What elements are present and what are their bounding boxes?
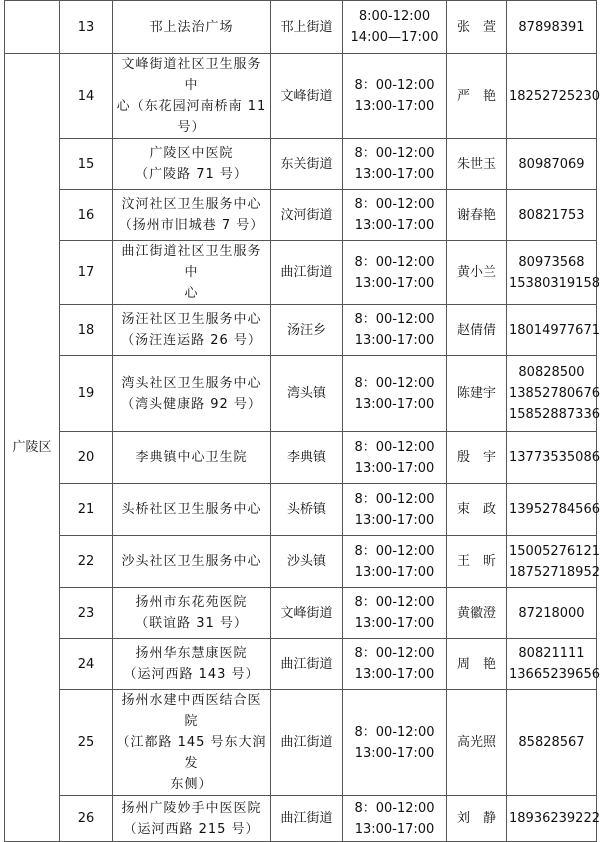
hours-cell xyxy=(343,54,447,139)
contact-cell xyxy=(447,536,507,588)
row-number-cell-line: 16 xyxy=(77,207,95,223)
site-name-cell-line: （运河西路 215 号） xyxy=(123,821,260,837)
street-cell xyxy=(271,356,343,432)
phone-cell xyxy=(507,484,600,536)
street-cell xyxy=(271,536,343,588)
site-name-cell-line: （运河西路 143 号） xyxy=(123,667,260,682)
phone-cell xyxy=(507,241,600,305)
hours-cell-line: 13:00-17:00 xyxy=(354,396,435,412)
hours-cell xyxy=(343,190,447,241)
row-number-cell xyxy=(60,536,113,588)
hours-cell-line: 13:00-17:00 xyxy=(354,460,435,476)
site-name-cell-line: 李典镇中心卫生院 xyxy=(135,450,248,465)
row-number-cell xyxy=(60,241,113,305)
hours-cell-line: 8:00-12:00 xyxy=(358,9,431,24)
row-number-cell xyxy=(60,305,113,356)
contact-cell xyxy=(447,484,507,536)
row-number-cell xyxy=(60,690,113,796)
street-cell xyxy=(271,796,343,842)
phone-cell-line: 18936239222 xyxy=(509,811,600,826)
contact-cell xyxy=(447,588,507,639)
site-name-cell-line: 文峰街道社区卫生服务中 xyxy=(121,57,262,93)
hours-cell-line: 8：00-12:00 xyxy=(354,724,435,740)
row-number-cell xyxy=(60,639,113,690)
hours-cell-line: 13:00-17:00 xyxy=(354,99,435,114)
site-name-cell-line: （湾头健康路 92 号） xyxy=(121,396,262,412)
street-cell-line: 曲江街道 xyxy=(280,656,333,672)
hours-cell xyxy=(343,356,447,432)
phone-cell-line: 80821753 xyxy=(518,207,585,223)
table-body xyxy=(5,1,600,842)
hours-cell xyxy=(343,796,447,842)
hours-cell xyxy=(343,241,447,305)
site-name-cell-line: 扬州水建中西医结合医院 xyxy=(121,693,262,729)
hours-cell-line: 8：00-12:00 xyxy=(354,543,435,559)
site-name-cell-line: （汤汪连运路 26 号） xyxy=(121,333,262,348)
row-number-cell xyxy=(60,484,113,536)
contact-cell xyxy=(447,190,507,241)
row-number-cell-line: 17 xyxy=(77,265,95,280)
table-row xyxy=(5,305,597,356)
contact-cell xyxy=(447,1,507,54)
hours-cell-line: 8：00-12:00 xyxy=(354,491,435,507)
district-cell-empty xyxy=(5,1,60,54)
street-cell xyxy=(271,139,343,190)
phone-cell-line: 80828500 xyxy=(518,365,585,380)
hours-cell xyxy=(343,305,447,356)
street-cell-line: 李典镇 xyxy=(286,450,326,465)
phone-cell xyxy=(507,639,600,690)
site-name-cell-line: 汶河社区卫生服务中心 xyxy=(121,197,262,212)
contact-cell xyxy=(447,139,507,190)
contact-cell-line: 陈建宇 xyxy=(456,386,496,401)
site-name-cell xyxy=(113,690,271,796)
site-name-cell-line: 曲江街道社区卫生服务中 xyxy=(121,244,262,280)
street-cell xyxy=(271,588,343,639)
site-name-cell-line: 扬州广陵妙手中医医院 xyxy=(121,800,262,816)
hours-cell-line: 13:00-17:00 xyxy=(354,616,435,631)
site-name-cell-line: 扬州华东慧康医院 xyxy=(135,646,248,661)
phone-cell-line: 18752718952 xyxy=(509,564,600,580)
contact-cell-line: 王 昕 xyxy=(456,554,496,569)
street-cell-line: 文峰街道 xyxy=(280,88,333,104)
contact-cell xyxy=(447,690,507,796)
table-row xyxy=(5,139,597,190)
phone-cell-line: 85828567 xyxy=(518,735,585,750)
contact-cell-line: 朱世玉 xyxy=(456,156,496,172)
street-cell-line: 曲江街道 xyxy=(280,811,333,826)
phone-cell xyxy=(507,588,597,639)
site-name-cell xyxy=(113,356,271,432)
contact-cell-line: 殷 宇 xyxy=(456,450,496,465)
contact-cell-line: 黄小兰 xyxy=(456,265,496,280)
phone-cell-line: 87218000 xyxy=(518,605,585,621)
contact-cell xyxy=(447,432,507,484)
street-cell xyxy=(271,690,343,796)
row-number-cell-line: 24 xyxy=(77,656,95,672)
site-name-cell-line: （扬州市旧城巷 7 号） xyxy=(118,218,265,233)
table-row xyxy=(5,639,597,690)
row-number-cell xyxy=(60,190,113,241)
phone-cell xyxy=(507,690,597,796)
hours-cell-line: 13:00-17:00 xyxy=(354,564,435,580)
street-cell-line: 汶河街道 xyxy=(280,207,333,223)
phone-cell xyxy=(507,796,600,842)
site-name-cell xyxy=(113,639,271,690)
street-cell-line: 东关街道 xyxy=(280,156,333,172)
site-name-cell xyxy=(113,484,271,536)
site-name-cell-line: 心（东花园河南桥南 11 xyxy=(116,99,267,114)
hours-cell xyxy=(343,690,447,796)
site-name-cell xyxy=(113,241,271,305)
contact-cell xyxy=(447,305,507,356)
hours-cell-line: 8：00-12:00 xyxy=(354,312,435,327)
row-number-cell xyxy=(60,432,113,484)
hours-cell-line: 13:00-17:00 xyxy=(354,821,435,837)
street-cell xyxy=(271,484,343,536)
contact-cell-line: 刘 静 xyxy=(456,811,496,826)
row-number-cell-line: 23 xyxy=(77,605,95,621)
contact-cell xyxy=(447,54,507,139)
row-number-cell xyxy=(60,1,113,54)
street-cell xyxy=(271,305,343,356)
row-number-cell xyxy=(60,356,113,432)
district-cell: 广陵区 xyxy=(5,54,60,842)
site-name-cell xyxy=(113,305,271,356)
phone-cell xyxy=(507,1,597,54)
street-cell-line: 曲江街道 xyxy=(280,735,333,750)
hours-cell-line: 14:00—17:00 xyxy=(350,30,439,45)
hours-cell-line: 8：00-12:00 xyxy=(354,146,435,161)
hours-cell xyxy=(343,1,447,54)
phone-cell-line: 13952784566 xyxy=(509,502,600,517)
hours-cell-line: 13:00-17:00 xyxy=(354,512,435,528)
row-number-cell-line: 14 xyxy=(77,88,95,104)
site-name-cell-line: 头桥社区卫生服务中心 xyxy=(121,502,262,517)
phone-cell-line: 13665239656 xyxy=(509,667,600,682)
phone-cell xyxy=(507,190,597,241)
phone-cell xyxy=(507,356,600,432)
site-name-cell-line: 心 xyxy=(184,286,199,301)
row-number-cell xyxy=(60,54,113,139)
table-row xyxy=(5,432,597,484)
phone-cell-line: 15380319158 xyxy=(509,275,600,291)
site-name-cell xyxy=(113,536,271,588)
contact-cell xyxy=(447,241,507,305)
row-number-cell-line: 13 xyxy=(77,19,95,35)
phone-cell-line: 13773535086 xyxy=(509,450,600,465)
site-name-cell xyxy=(113,588,271,639)
site-name-cell-line: 邗上法治广场 xyxy=(149,19,234,35)
site-name-cell-line: 东侧） xyxy=(170,777,213,792)
site-name-cell-line: （广陵路 71 号） xyxy=(135,167,248,182)
hours-cell-line: 13:00-17:00 xyxy=(354,745,435,761)
site-name-cell xyxy=(113,139,271,190)
hours-cell-line: 13:00-17:00 xyxy=(354,333,435,348)
street-cell xyxy=(271,190,343,241)
phone-cell-line: 15005276121 xyxy=(509,543,600,559)
table-row xyxy=(5,54,597,139)
table-row xyxy=(5,356,597,432)
street-cell-line: 汤汪乡 xyxy=(286,322,326,338)
contact-cell xyxy=(447,639,507,690)
site-name-cell-line: 扬州市东花苑医院 xyxy=(135,595,248,610)
hours-cell-line: 8：00-12:00 xyxy=(354,78,435,93)
hours-cell-line: 13:00-17:00 xyxy=(354,667,435,682)
street-cell xyxy=(271,1,343,54)
phone-cell-line: 80821111 xyxy=(518,646,585,661)
site-name-cell-line: 广陵区中医院 xyxy=(149,146,234,161)
site-name-cell xyxy=(113,432,271,484)
phone-cell-line: 13852780676 xyxy=(509,386,600,401)
row-number-cell xyxy=(60,796,113,842)
row-number-cell-line: 19 xyxy=(77,386,95,401)
table-row xyxy=(5,536,597,588)
street-cell xyxy=(271,639,343,690)
testing-sites-table xyxy=(4,0,600,842)
phone-cell-line: 80987069 xyxy=(518,156,585,172)
row-number-cell-line: 20 xyxy=(77,450,95,465)
row-number-cell-line: 15 xyxy=(77,156,95,172)
table-row xyxy=(5,690,597,796)
phone-cell-line: 18014977671 xyxy=(509,322,600,338)
phone-cell-line: 15852887336 xyxy=(509,407,600,422)
street-cell-line: 邗上街道 xyxy=(280,19,333,35)
site-name-cell-line: （联谊路 31 号） xyxy=(135,616,248,631)
row-number-cell-line: 22 xyxy=(77,554,95,569)
hours-cell-line: 13:00-17:00 xyxy=(354,218,435,233)
table-row xyxy=(5,796,597,842)
phone-cell xyxy=(507,432,600,484)
contact-cell-line: 严 艳 xyxy=(456,88,496,104)
phone-cell-line: 87898391 xyxy=(518,19,585,35)
street-cell-line: 文峰街道 xyxy=(280,605,333,621)
contact-cell-line: 束 政 xyxy=(456,502,496,517)
contact-cell xyxy=(447,356,507,432)
contact-cell-line: 张 萱 xyxy=(456,19,496,35)
phone-cell xyxy=(507,536,600,588)
street-cell-line: 湾头镇 xyxy=(286,386,326,401)
phone-cell xyxy=(507,54,600,139)
contact-cell-line: 黄徽澄 xyxy=(456,605,496,621)
row-number-cell-line: 21 xyxy=(77,502,95,517)
contact-cell-line: 谢春艳 xyxy=(456,207,496,223)
street-cell-line: 曲江街道 xyxy=(280,265,333,280)
site-name-cell-line: 湾头社区卫生服务中心 xyxy=(121,375,262,391)
testing-sites-table-wrapper xyxy=(4,0,600,842)
site-name-cell xyxy=(113,54,271,139)
contact-cell-line: 高光照 xyxy=(456,735,496,750)
hours-cell-line: 8：00-12:00 xyxy=(354,375,435,391)
site-name-cell-line: 沙头社区卫生服务中心 xyxy=(121,554,262,569)
contact-cell xyxy=(447,796,507,842)
site-name-cell-line: 号） xyxy=(177,120,206,135)
table-row xyxy=(5,190,597,241)
hours-cell xyxy=(343,139,447,190)
hours-cell-line: 13:00-17:00 xyxy=(354,167,435,182)
site-name-cell xyxy=(113,1,271,54)
hours-cell xyxy=(343,484,447,536)
hours-cell xyxy=(343,536,447,588)
site-name-cell-line: （江都路 145 号东大润发 xyxy=(116,735,267,771)
contact-cell-line: 周 艳 xyxy=(456,656,496,672)
hours-cell-line: 8：00-12:00 xyxy=(354,254,435,270)
row-number-cell xyxy=(60,139,113,190)
row-number-cell-line: 25 xyxy=(77,735,95,750)
hours-cell-line: 8：00-12:00 xyxy=(354,800,435,816)
table-row xyxy=(5,241,597,305)
hours-cell-line: 8：00-12:00 xyxy=(354,646,435,661)
hours-cell xyxy=(343,432,447,484)
phone-cell-line: 18252725230 xyxy=(509,88,600,104)
hours-cell xyxy=(343,588,447,639)
street-cell xyxy=(271,432,343,484)
street-cell-line: 头桥镇 xyxy=(286,502,326,517)
phone-cell-line: 80973568 xyxy=(518,254,585,270)
street-cell-line: 沙头镇 xyxy=(286,554,326,569)
phone-cell xyxy=(507,139,597,190)
hours-cell-line: 8：00-12:00 xyxy=(354,197,435,212)
site-name-cell xyxy=(113,190,271,241)
hours-cell xyxy=(343,639,447,690)
site-name-cell xyxy=(113,796,271,842)
hours-cell-line: 8：00-12:00 xyxy=(354,595,435,610)
row-number-cell xyxy=(60,588,113,639)
hours-cell-line: 13:00-17:00 xyxy=(354,275,435,291)
site-name-cell-line: 汤汪社区卫生服务中心 xyxy=(121,312,262,327)
contact-cell-line: 赵倩倩 xyxy=(456,322,496,338)
row-number-cell-line: 26 xyxy=(77,811,95,826)
row-number-cell-line: 18 xyxy=(77,322,95,338)
street-cell xyxy=(271,241,343,305)
table-row xyxy=(5,484,597,536)
table-row xyxy=(5,588,597,639)
table-row xyxy=(5,1,597,54)
phone-cell xyxy=(507,305,600,356)
street-cell xyxy=(271,54,343,139)
hours-cell-line: 8：00-12:00 xyxy=(354,439,435,455)
